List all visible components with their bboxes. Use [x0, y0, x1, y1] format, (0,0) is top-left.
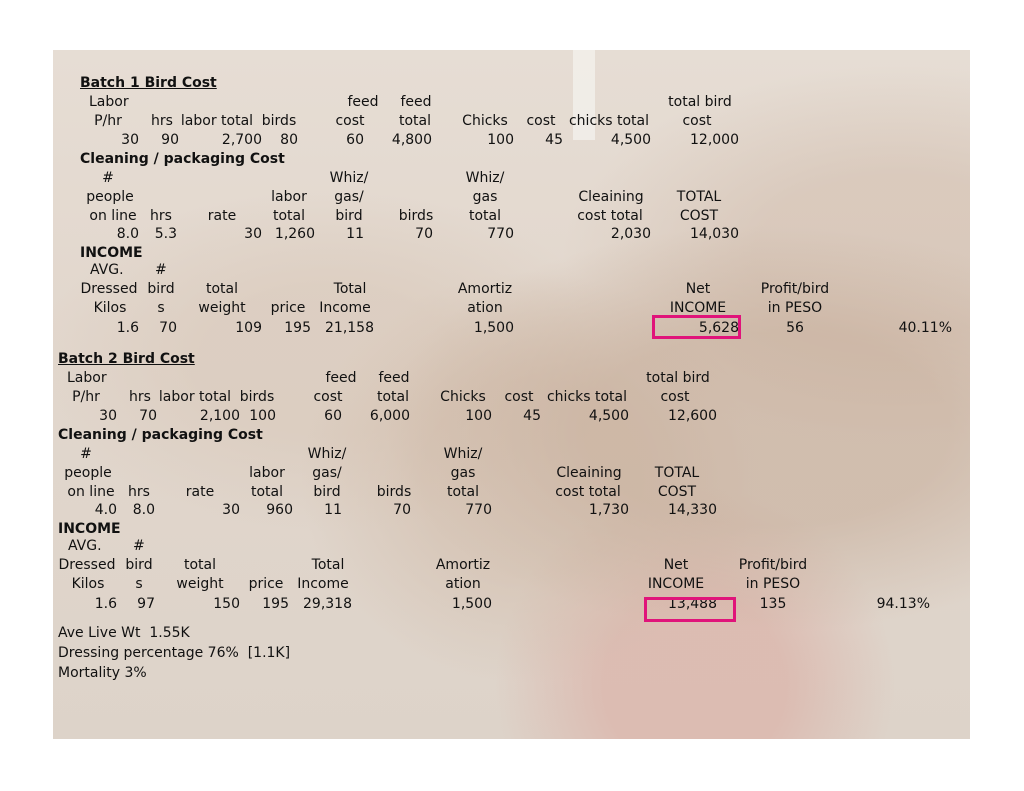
batch1-clean-head3-8: COST	[679, 208, 719, 224]
batch2-inc-head3-0: Kilos	[71, 576, 105, 592]
batch1-clean-val-5: 70	[415, 226, 433, 242]
batch2-cost-head1-1: feed	[325, 370, 357, 386]
batch1-inc-head3-6: INCOME	[669, 300, 727, 316]
batch1-clean-head3-4: bird	[335, 208, 363, 224]
batch1-clean-val-7: 2,030	[610, 226, 651, 242]
batch1-clean-val-3: 1,260	[274, 226, 315, 242]
batch2-clean-head3-8: COST	[657, 484, 697, 500]
batch2-cost-head1-0: Labor	[67, 370, 107, 386]
batch1-inc-val-3: 195	[284, 320, 311, 336]
batch1-inc-head1-1: #	[155, 262, 167, 278]
batch2-cost-val-0: 30	[99, 408, 117, 424]
batch1-cost-head2-6: Chicks	[462, 113, 508, 129]
batch1-clean-head1-0: #	[102, 170, 114, 186]
batch2-cost-val-6: 100	[465, 408, 492, 424]
batch1-clean-val-2: 30	[244, 226, 262, 242]
batch2-inc-val-2: 150	[213, 596, 240, 612]
batch1-clean-head3-3: total	[272, 208, 305, 224]
batch1-clean-head1-2: Whiz/	[465, 170, 505, 186]
batch1-inc-head3-1: s	[157, 300, 165, 316]
batch2-cost-head1-2: feed	[378, 370, 410, 386]
batch2-clean-head3-1: hrs	[128, 484, 150, 500]
batch2-title: Batch 2 Bird Cost	[58, 351, 195, 367]
batch1-clean-head3-5: birds	[398, 208, 434, 224]
batch1-inc-head2-6: Profit/bird	[760, 281, 830, 297]
batch2-clean-head2-2: gas/	[312, 465, 342, 481]
batch2-cost-val-9: 12,600	[668, 408, 717, 424]
batch1-cost-head2-7: cost	[526, 113, 556, 129]
batch2-cost-head1-3: total bird	[646, 370, 710, 386]
batch1-cost-val-4: 60	[346, 132, 364, 148]
batch1-cost-val-2: 2,700	[221, 132, 262, 148]
batch1-cost-val-1: 90	[161, 132, 179, 148]
batch2-inc-val-4: 29,318	[303, 596, 352, 612]
batch1-cost-head2-8: chicks total	[568, 113, 650, 129]
batch2-inc-val-1: 97	[137, 596, 155, 612]
batch1-cost-val-8: 4,500	[610, 132, 651, 148]
batch2-inc-head3-6: INCOME	[647, 576, 705, 592]
batch1-inc-head3-2: weight	[198, 300, 246, 316]
batch2-clean-head2-3: gas	[450, 465, 476, 481]
batch2-cleaning-title: Cleaning / packaging Cost	[58, 427, 263, 443]
batch2-cost-head2-3: birds	[239, 389, 275, 405]
batch2-inc-head3-7: in PESO	[745, 576, 801, 592]
batch1-inc-val-8: 40.11%	[898, 320, 952, 336]
batch1-clean-head2-5: TOTAL	[676, 189, 722, 205]
batch1-clean-head1-1: Whiz/	[329, 170, 369, 186]
batch1-clean-val-6: 770	[487, 226, 514, 242]
batch2-cost-val-3: 100	[249, 408, 276, 424]
batch1-inc-head3-3: price	[270, 300, 306, 316]
batch1-inc-val-6: 5,628	[698, 320, 739, 336]
batch2-inc-val-7: 135	[759, 596, 787, 612]
batch2-clean-val-1: 8.0	[132, 502, 155, 518]
batch1-cost-val-3: 80	[280, 132, 298, 148]
slide-background	[53, 50, 970, 739]
batch1-clean-val-0: 8.0	[116, 226, 139, 242]
batch2-cost-head2-0: P/hr	[72, 389, 100, 405]
batch1-clean-head3-6: total	[468, 208, 501, 224]
batch2-clean-val-8: 14,330	[668, 502, 717, 518]
batch2-inc-head3-1: s	[135, 576, 143, 592]
batch1-clean-head2-2: gas/	[334, 189, 364, 205]
batch2-inc-val-8: 94.13%	[876, 596, 930, 612]
batch2-clean-head1-0: #	[80, 446, 92, 462]
batch1-clean-head3-7: cost total	[577, 208, 643, 224]
batch1-cleaning-title: Cleaning / packaging Cost	[80, 151, 285, 167]
batch2-cost-head2-9: cost	[660, 389, 690, 405]
batch1-inc-head2-4: Amortiz	[457, 281, 513, 297]
batch1-clean-head2-3: gas	[472, 189, 498, 205]
batch2-cost-val-4: 60	[324, 408, 342, 424]
batch2-inc-head3-3: price	[248, 576, 284, 592]
batch1-inc-head1-0: AVG.	[90, 262, 124, 278]
batch2-cost-val-5: 6,000	[369, 408, 410, 424]
batch2-clean-head3-2: rate	[185, 484, 215, 500]
batch1-inc-head3-5: ation	[467, 300, 503, 316]
batch2-inc-head2-4: Amortiz	[435, 557, 491, 573]
batch1-inc-head2-5: Net	[685, 281, 711, 297]
batch2-inc-head2-0: Dressed	[58, 557, 116, 573]
batch1-cost-head2-0: P/hr	[94, 113, 122, 129]
batch2-clean-head3-5: birds	[376, 484, 412, 500]
note-0: Ave Live Wt 1.55K	[58, 625, 190, 641]
batch2-inc-head2-1: bird	[125, 557, 153, 573]
batch1-clean-head3-0: on line	[89, 208, 137, 224]
batch1-clean-head2-0: people	[86, 189, 134, 205]
batch1-cost-val-7: 45	[545, 132, 563, 148]
batch1-income-title: INCOME	[80, 245, 143, 261]
batch1-inc-val-5: 1,500	[473, 320, 514, 336]
batch1-inc-val-7: 56	[786, 320, 804, 336]
batch1-cost-val-9: 12,000	[690, 132, 739, 148]
note-1: Dressing percentage 76% [1.1K]	[58, 645, 291, 661]
batch1-cost-head2-1: hrs	[151, 113, 173, 129]
batch2-inc-val-5: 1,500	[451, 596, 492, 612]
batch2-cost-head2-5: total	[376, 389, 409, 405]
batch2-clean-head3-0: on line	[67, 484, 115, 500]
batch1-cost-head2-9: cost	[682, 113, 712, 129]
batch1-inc-head3-0: Kilos	[93, 300, 127, 316]
batch2-inc-val-0: 1.6	[94, 596, 117, 612]
batch2-cost-val-8: 4,500	[588, 408, 629, 424]
batch2-clean-val-7: 1,730	[588, 502, 629, 518]
batch2-cost-val-1: 70	[139, 408, 157, 424]
batch1-cost-head2-2: labor total	[180, 113, 254, 129]
batch1-clean-head3-1: hrs	[150, 208, 172, 224]
batch1-clean-head2-1: labor	[271, 189, 307, 205]
batch2-clean-head1-1: Whiz/	[307, 446, 347, 462]
batch2-clean-head3-6: total	[446, 484, 479, 500]
batch2-inc-head2-2: total	[183, 557, 216, 573]
batch2-clean-head2-0: people	[64, 465, 112, 481]
batch2-cost-head2-8: chicks total	[546, 389, 628, 405]
batch1-cost-head1-3: total bird	[668, 94, 732, 110]
batch2-clean-head2-5: TOTAL	[654, 465, 700, 481]
batch1-cost-head1-1: feed	[347, 94, 379, 110]
batch1-inc-head3-4: Income	[319, 300, 371, 316]
batch2-cost-head2-1: hrs	[129, 389, 151, 405]
batch2-clean-head3-7: cost total	[555, 484, 621, 500]
batch2-inc-head3-4: Income	[297, 576, 349, 592]
note-2: Mortality 3%	[58, 665, 147, 681]
batch2-inc-head1-1: #	[133, 538, 145, 554]
batch2-clean-head2-4: Cleaining	[556, 465, 622, 481]
batch1-inc-val-1: 70	[159, 320, 177, 336]
batch1-inc-head2-3: Total	[333, 281, 367, 297]
batch1-cost-head2-5: total	[398, 113, 431, 129]
batch2-clean-head3-3: total	[250, 484, 283, 500]
batch2-inc-head3-5: ation	[445, 576, 481, 592]
batch2-cost-val-2: 2,100	[199, 408, 240, 424]
batch1-cost-val-0: 30	[121, 132, 139, 148]
batch2-cost-val-7: 45	[523, 408, 541, 424]
batch2-clean-val-2: 30	[222, 502, 240, 518]
batch2-inc-head2-3: Total	[311, 557, 345, 573]
batch2-inc-val-6: 13,488	[668, 596, 717, 612]
batch1-inc-head2-2: total	[205, 281, 238, 297]
batch1-inc-val-0: 1.6	[116, 320, 139, 336]
batch2-cost-head2-6: Chicks	[440, 389, 486, 405]
batch2-clean-val-3: 960	[266, 502, 293, 518]
batch1-cost-head1-2: feed	[400, 94, 432, 110]
batch2-inc-head3-2: weight	[176, 576, 224, 592]
batch2-inc-head1-0: AVG.	[68, 538, 102, 554]
batch2-inc-head2-5: Net	[663, 557, 689, 573]
batch1-cost-head2-3: birds	[261, 113, 297, 129]
batch1-net-income-highlight	[652, 315, 741, 339]
batch2-clean-head3-4: bird	[313, 484, 341, 500]
batch1-clean-val-8: 14,030	[690, 226, 739, 242]
batch1-cost-head2-4: cost	[335, 113, 365, 129]
batch1-inc-head3-7: in PESO	[767, 300, 823, 316]
batch1-inc-val-2: 109	[235, 320, 262, 336]
batch1-cost-val-5: 4,800	[391, 132, 432, 148]
batch2-cost-head2-7: cost	[504, 389, 534, 405]
batch1-inc-head2-1: bird	[147, 281, 175, 297]
batch2-cost-head2-4: cost	[313, 389, 343, 405]
batch2-clean-val-4: 11	[324, 502, 342, 518]
batch1-cost-head1-0: Labor	[89, 94, 129, 110]
batch2-clean-val-0: 4.0	[94, 502, 117, 518]
batch1-inc-head2-0: Dressed	[80, 281, 138, 297]
batch1-clean-val-1: 5.3	[154, 226, 177, 242]
batch2-cost-head2-2: labor total	[158, 389, 232, 405]
batch2-net-income-highlight	[644, 597, 736, 622]
batch1-title: Batch 1 Bird Cost	[80, 75, 217, 91]
batch2-clean-val-6: 770	[465, 502, 492, 518]
batch2-clean-head1-2: Whiz/	[443, 446, 483, 462]
batch2-income-title: INCOME	[58, 521, 121, 537]
batch1-cost-val-6: 100	[487, 132, 514, 148]
batch2-inc-head2-6: Profit/bird	[738, 557, 808, 573]
batch1-clean-head3-2: rate	[207, 208, 237, 224]
batch2-inc-val-3: 195	[262, 596, 289, 612]
batch2-clean-head2-1: labor	[249, 465, 285, 481]
batch1-inc-val-4: 21,158	[325, 320, 374, 336]
batch1-clean-val-4: 11	[346, 226, 364, 242]
batch2-clean-val-5: 70	[393, 502, 411, 518]
batch1-clean-head2-4: Cleaining	[578, 189, 644, 205]
